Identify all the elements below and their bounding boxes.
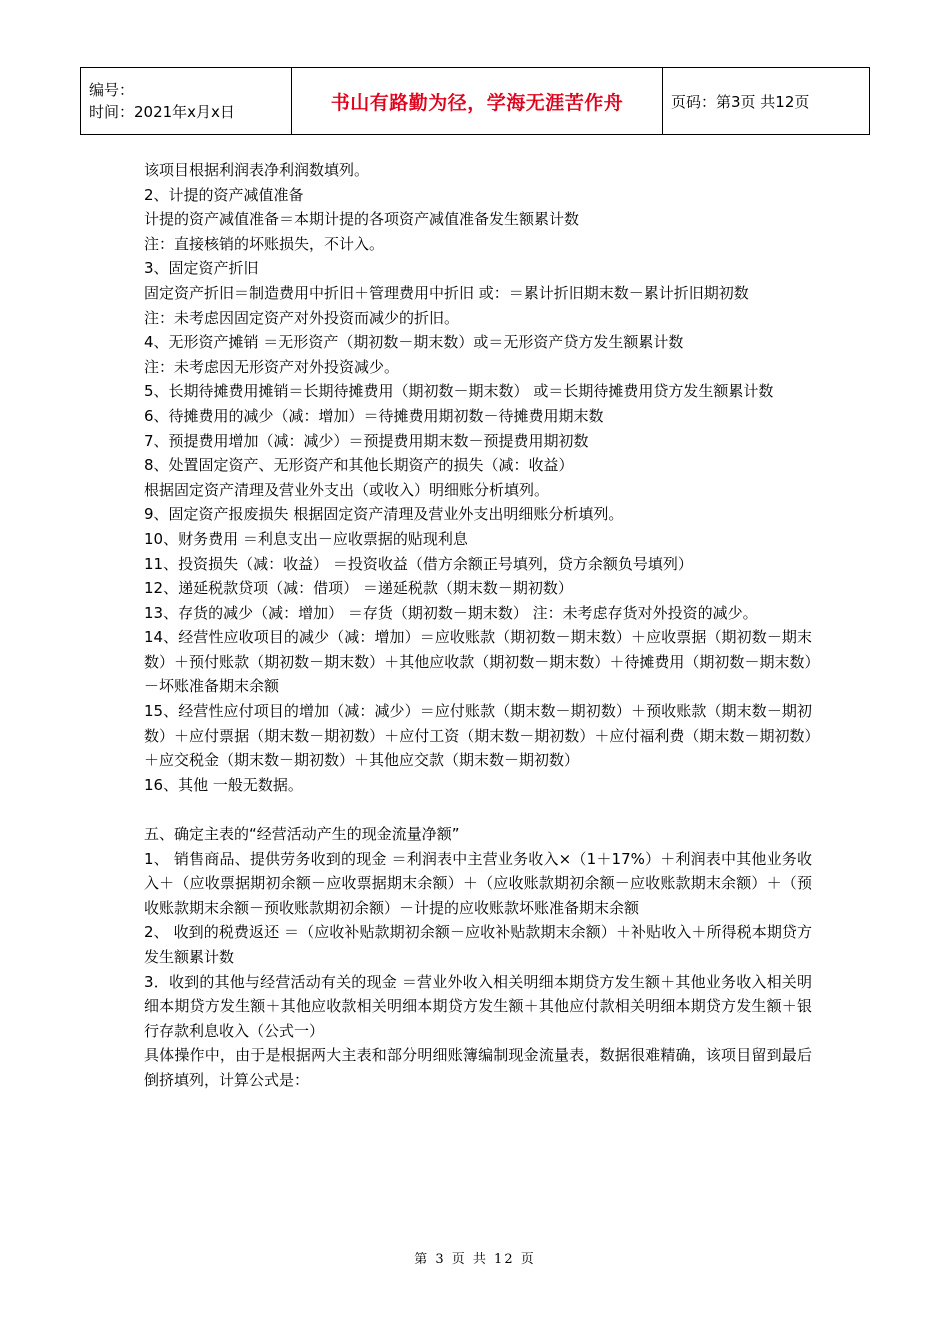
body-paragraph: 固定资产折旧＝制造费用中折旧＋管理费用中折旧 或：＝累计折旧期末数－累计折旧期初数 (144, 283, 749, 302)
document-header (80, 67, 870, 135)
body-paragraph: 16、其他 一般无数据。 (144, 775, 303, 794)
body-paragraph: 2、 收到的税费返还 ＝（应收补贴款期初余额－应收补贴款期末余额）＋补贴收入＋所得税本期贷方发生额累计数 (144, 923, 812, 966)
header-page-info: 页码：第3页 共12页 (663, 68, 870, 135)
body-paragraph: 4、无形资产摊销 ＝无形资产（期初数－期末数）或＝无形资产贷方发生额累计数 (144, 333, 684, 352)
body-paragraph: 5、长期待摊费用摊销＝长期待摊费用（期初数－期末数） 或＝长期待摊费用贷方发生额累计数 (144, 382, 774, 401)
body-paragraph: 12、递延税款贷项（减：借项） ＝递延税款（期末数－期初数） (144, 579, 573, 598)
body-paragraph: 该项目根据利润表净利润数填列。 (144, 161, 370, 179)
body-paragraph: 注：直接核销的坏账损失，不计入。 (144, 234, 385, 253)
body-paragraph: 计提的资产减值准备＝本期计提的各项资产减值准备发生额累计数 (144, 210, 580, 229)
document-body (144, 158, 812, 1093)
page-footer: 第 3 页 共 12 页 (414, 1252, 536, 1267)
body-paragraph: 注：未考虑因固定资产对外投资而减少的折旧。 (144, 308, 460, 327)
body-paragraph: 11、投资损失（减：收益） ＝投资收益（借方余额正号填列，贷方余额负号填列） (144, 554, 693, 573)
body-paragraph: 13、存货的减少（减：增加） ＝存货（期初数－期末数） 注：未考虑存货对外投资的减少。 (144, 603, 758, 622)
section-heading: 五、确定主表的“经营活动产生的现金流量净额” (144, 825, 460, 844)
body-paragraph: 8、处置固定资产、无形资产和其他长期资产的损失（减：收益） (144, 456, 574, 475)
body-paragraph: 3．收到的其他与经营活动有关的现金 ＝营业外收入相关明细本期贷方发生额＋其他业务收入相关明细本期贷方发生额＋其他应收款相关明细本期贷方发生额＋其他应付款相关明细本期贷方发生额＋银行存款利息收入（公式一） (144, 972, 812, 1040)
body-paragraph: 3、固定资产折旧 (144, 259, 259, 278)
body-paragraph: 9、固定资产报废损失 根据固定资产清理及营业外支出明细账分析填列。 (144, 505, 624, 524)
body-paragraph: 6、待摊费用的减少（减：增加）＝待摊费用期初数－待摊费用期末数 (144, 406, 604, 425)
body-paragraph: 1、 销售商品、提供劳务收到的现金 ＝利润表中主营业务收入×（1＋17%）＋利润表中其他业务收入＋（应收票据期初余额－应收票据期末余额）＋（应收账款期初余额－应收账款期末余额）＋（预收账款期末余额－预收账款期初余额）－计提的应收账款坏账准备期末余额 (144, 849, 812, 917)
body-paragraph: 14、经营性应收项目的减少（减：增加）＝应收账款（期初数－期末数）＋应收票据（期初数－期末数）＋预付账款（期初数－期末数）＋其他应收款（期初数－期末数）＋待摊费用（期初数－期末数）－坏账准备期末余额 (144, 628, 812, 696)
header-motto: 书山有路勤为径，学海无涯苦作舟 (292, 68, 663, 135)
blank-line (144, 797, 812, 822)
body-paragraph: 根据固定资产清理及营业外支出（或收入）明细账分析填列。 (144, 480, 550, 499)
document-date-label: 时间：2021年x月x日 (89, 103, 235, 121)
body-paragraph: 10、财务费用 ＝利息支出－应收票据的贴现利息 (144, 529, 468, 548)
body-paragraph: 注：未考虑因无形资产对外投资减少。 (144, 357, 400, 376)
body-paragraph: 15、经营性应付项目的增加（减：减少）＝应付账款（期末数－期初数）＋预收账款（期末数－期初数）＋应付票据（期末数－期初数）＋应付工资（期末数－期初数）＋应付福利费（期末数－期初数）＋应交税金（期末数－期初数）＋其他应交款（期末数－期初数） (144, 702, 812, 770)
document-number-label: 编号： (89, 81, 135, 99)
body-paragraph: 2、计提的资产减值准备 (144, 185, 304, 204)
body-paragraph: 7、预提费用增加（减：减少）＝预提费用期末数－预提费用期初数 (144, 431, 589, 450)
header-meta-cell (81, 68, 292, 135)
body-paragraph: 具体操作中，由于是根据两大主表和部分明细账簿编制现金流量表，数据很难精确，该项目留到最后倒挤填列，计算公式是： (144, 1046, 812, 1089)
